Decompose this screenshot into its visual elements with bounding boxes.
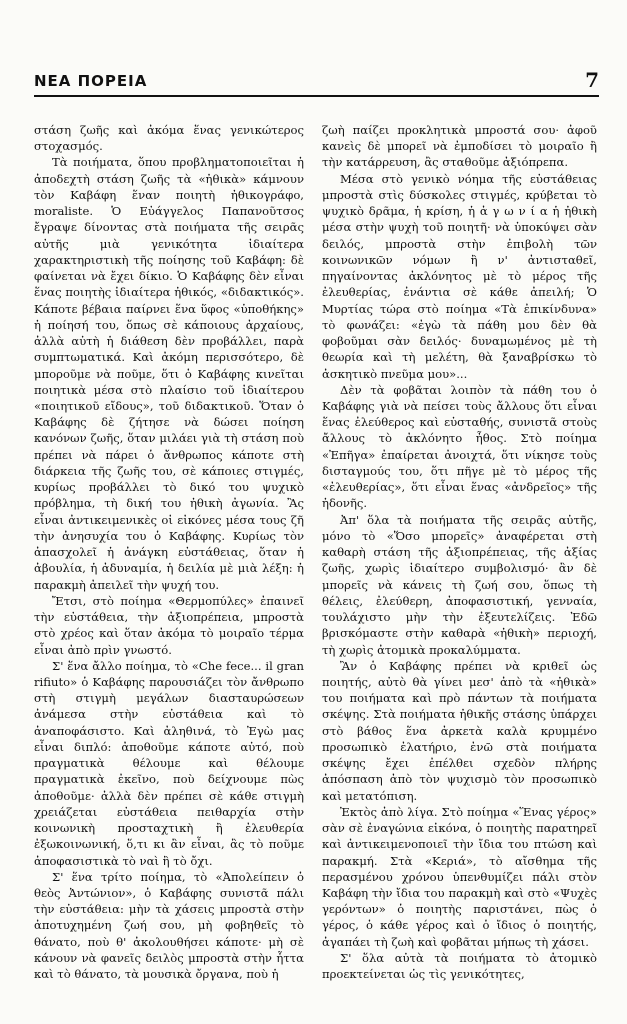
paragraph: Ἀπ' ὅλα τὰ ποιήματα τῆς σειρᾶς αὐτῆς, μόνο τὸ «Ὅσο μπορεῖς» ἀναφέρεται στὴ καθαρὴ στάση τῆς ἀξιοπρέπειας, τῆς ἀξίας ζωῆς, χωρὶς ἰδιαίτερο συμβολισμό· ἂν δὲ μπορεῖς νὰ κάνεις τὴ ζωή σου, ὅπως τὴ θέλεις, ἐλεύθερη, ἀποφασιστική, γενναία, τουλάχιστο μὴν τὴν ἐξευτελίζεις. Ἐδῶ βρισκόμαστε στὴν καθαρὰ «ἠθικὴ» περιοχή, τὴ χωρὶς ἀτομικὰ προκαλύμματα. <box>322 512 597 657</box>
paragraph: Τὰ ποιήματα, ὅπου προβληματοποιεῖται ἡ ἀποδεχτὴ στάση ζωῆς τὰ «ἠθικὰ» κάμνουν τὸν Καβάφη ἕναν ποιητὴ ἠθικογράφο, moraliste. Ὁ Εὐάγγελος Παπανοῦτσος ἔγραψε δίνοντας στὰ ποιήματα τῆς σειρᾶς αὐτῆς μιὰ γενικότητα ἰδιαίτερα χαρακτηριστικὴ τῆς ποίησης τοῦ Καβάφη: δὲ φαίνεται νὰ ἔχει δίκιο. Ὁ Καβάφης δὲν εἶναι ἕνας ποιητὴς ἰδιαίτερα ἠθικός, «διδακτικός». Κάποτε βέβαια παίρνει ἕνα ὕφος «ὑποθήκης» ἡ ποίησή του, ὅπως σὲ κάποιους ἀρχαίους, ἀλλὰ αὐτὴ ἡ διάθεση δὲν προβάλλει, παρὰ συμπτωματικά. Καὶ ἀκόμη περισσότερο, δὲ μποροῦμε νὰ ποῦμε, ὅτι ὁ Καβάφης κινεῖται ποιητικὰ μέσα στὸ πλαίσιο τοῦ ἰδιαίτερου «ποιητικοῦ εἴδους», τοῦ διδακτικοῦ. Ὅταν ὁ Καβάφης δὲ ζήτησε νὰ δώσει ποίηση κανόνων ζωῆς, ὅταν μιλάει γιὰ τὴ στάση ποὺ πρέπει νὰ πάρει ὁ ἄνθρωπος κάποτε στὴ διάρκεια τῆς ζωῆς του, σὲ κάποιες στιγμές, κυρίως προβάλλει τὸ δικό του ψυχικὸ πρόβλημα, τὴ δική του ἠθικὴ ἀγωνία. Ἂς εἶναι ἀντικειμενικὲς οἱ εἰκόνες μέσα τους ζῆ τὴν ἀνησυχία του ὁ Καβάφης. Κυρίως τὸν ἀπασχολεῖ ἡ ἀνάγκη εὐστάθειας, ὅταν ἡ ἀβουλία, ἡ ἀδυναμία, ἡ δειλία μὲ μιὰ λέξη: ἡ παρακμὴ ἀπειλεῖ τὴν ψυχή του. <box>34 155 304 592</box>
left-column <box>34 122 304 982</box>
right-column <box>322 122 597 982</box>
paragraph: Ἐκτὸς ἀπὸ λίγα. Στὸ ποίημα «Ἕνας γέρος» σὰν σὲ ἐναγώνια εἰκόνα, ὁ ποιητὴς παρατηρεῖ καὶ ἀντικειμενοποιεῖ τὴν ἴδια του πτώση καὶ παρακμή. Στὰ «Κεριά», τὸ αἴσθημα τῆς περασμένου χρόνου ὑπενθυμίζει πάλι στὸν Καβάφη τὴν ἴδια του παρακμὴ καὶ στὸ «Ψυχὲς γερόντων» ὁ ποιητὴς παριστάνει, πὼς ὁ γέρος, ὁ κάθε γέρος καὶ ὁ ἴδιος ὁ ποιητής, ἀγαπάει τὴ ζωὴ καὶ φοβᾶται μήπως τὴ χάσει. <box>322 804 597 949</box>
paragraph: Σ' ἕνα τρίτο ποίημα, τὸ «Ἀπολείπειν ὁ θεὸς Ἀντώνιον», ὁ Καβάφης συνιστᾶ πάλι τὴν εὐστάθεια: μὴν τὰ χάσεις μπροστὰ στὴν ἀποτυχημένη ζωή σου, μὴ φοβηθεῖς τὸ θάνατο, ποὺ θ' ἀκολουθήσει κάποτε· μὴ σὲ κάνουν νὰ φανεῖς δειλὸς μπροστὰ στὴν ἧττα καὶ τὸ θάνατο, τὰ μουσικὰ ὄργανα, ποὺ ἡ <box>34 869 304 982</box>
header-rule <box>34 95 599 97</box>
paragraph: Δὲν τὰ φοβᾶται λοιπὸν τὰ πάθη του ὁ Καβάφης γιὰ νὰ πείσει τοὺς ἄλλους ὅτι εἶναι ἕνας ἐλεύθερος καὶ εὐσταθής, συνιστᾶ στοὺς ἄλλους τὸ ἀκλόνητο ἦθος. Στὸ ποίημα «Ἐπῆγα» ἐπαίρεται ἀνοιχτά, ὅτι νίκησε τοὺς δισταγμούς του, ὅτι πῆγε μὲ τὸ μέρος τῆς «ἐλευθερίας», ὅτι εἶναι ἕνας «ἀνδρεῖος» τῆς ἡδονῆς. <box>322 382 597 511</box>
paragraph: Μέσα στὸ γενικὸ νόημα τῆς εὐστάθειας μπροστὰ στὶς δύσκολες στιγμές, κρύβεται τὸ ψυχικὸ δρᾶμα, ἡ κρίση, ἡ ἀ γ ω ν ί α ἡ ἠθικὴ μέσα στὴν ψυχὴ τοῦ ποιητῆ· νὰ ὑποκύψει σὰν δειλός, μπροστὰ στὴν ἐπιβολὴ τῶν κοινωνικῶν νόμων ἢ ν' ἀντισταθεῖ, πηγαίνοντας ἀκλόνητος μὲ τὸ μέρος τῆς ἐλευθερίας, ἐνάντια σὲ κάθε ἀπειλή; Ὁ Μυρτίας τώρα στὸ ποίημα «Τὰ ἐπικίνδυνα» τὸ φωνάζει: «ἐγὼ τὰ πάθη μου δὲν θὰ φοβοῦμαι σὰν δειλός· δυναμωμένος μὲ τὴ θεωρία καὶ τὴ μελέτη, θὰ ξαναβρίσκω τὸ ἀσκητικὸ πνεῦμα μου»... <box>322 171 597 381</box>
paragraph: ζωὴ παίζει προκλητικὰ μπροστά σου· ἀφοῦ κανεὶς δὲ μπορεῖ νὰ ἐμποδίσει τὸ μοιραῖο ἢ τὴν κατάρρευση, ἂς σταθοῦμε ἀξιόπρεπα. <box>322 123 597 170</box>
page-header <box>34 68 599 94</box>
journal-title: ΝΕΑ ΠΟΡΕΙΑ <box>34 72 148 90</box>
paragraph: Σ' ἕνα ἄλλο ποίημα, τὸ «Che fece... il gran rifiuto» ὁ Καβάφης παρουσιάζει τὸν ἄνθρωπο στὴ στιγμὴ μεγάλων διασταυρώσεων ἀνάμεσα στὴν εὐστάθεια καὶ τὸ ἀναποφάσιστο. Καὶ ἀληθινά, τὸ Ἐγὼ μας εἶναι διπλό: ἀποθοῦμε κάποτε αὐτό, ποὺ πραγματικὰ θέλουμε καὶ θέλουμε πραγματικὰ ἐκεῖνο, ποὺ δείχνουμε πὼς ἀποθοῦμε· ἀλλὰ δὲν πρέπει σὲ κάθε στιγμὴ χρειάζεται εὐστάθεια πειθαρχία στὴν κοινωνικὴ προσταχτικὴ ἢ ἐλευθερία ἐξωκοινωνική, ὅ,τι κι ἂν εἶναι, ἂς τὸ ποῦμε ἀποφασιστικὰ τὸ ναὶ ἢ τὸ ὄχι. <box>34 658 304 868</box>
page-number: 7 <box>585 68 599 92</box>
paragraph: Ἂν ὁ Καβάφης πρέπει νὰ κριθεῖ ὡς ποιητής, αὐτὸ θὰ γίνει μεσ' ἀπὸ τὰ «ἠθικὰ» του ποιήματα καὶ πρὸ πάντων τὰ ποιήματα σκέψης. Στὰ ποιήματα ἠθικῆς στάσης ὑπάρχει στὸ βάθος ἕνα ἀρκετὰ καλὰ κρυμμένο προσωπικὸ ἐλατήριο, ἐνῶ στὰ ποιήματα σκέψης ἔχει ἐπέλθει σχεδὸν πλήρης ἀπόσπαση ἀπὸ τὸν ψυχισμὸ τὸν προσωπικὸ καὶ μετατόπιση. <box>322 658 597 803</box>
paragraph: Ἔτσι, στὸ ποίημα «Θερμοπύλες» ἐπαινεῖ τὴν εὐστάθεια, τὴν ἀξιοπρέπεια, μπροστὰ στὸ χρέος καὶ ὅταν ἀκόμα τὸ μοιραῖο τέρμα εἶναι ἀπὸ πρὶν γνωστό. <box>34 593 304 657</box>
paragraph: Σ' ὅλα αὐτὰ τὰ ποιήματα τὸ ἀτομικὸ προεκτείνεται ὡς τὶς γενικότητες, <box>322 950 597 982</box>
paragraph: στάση ζωῆς καὶ ἀκόμα ἕνας γενικώτερος στοχασμός. <box>34 123 304 154</box>
